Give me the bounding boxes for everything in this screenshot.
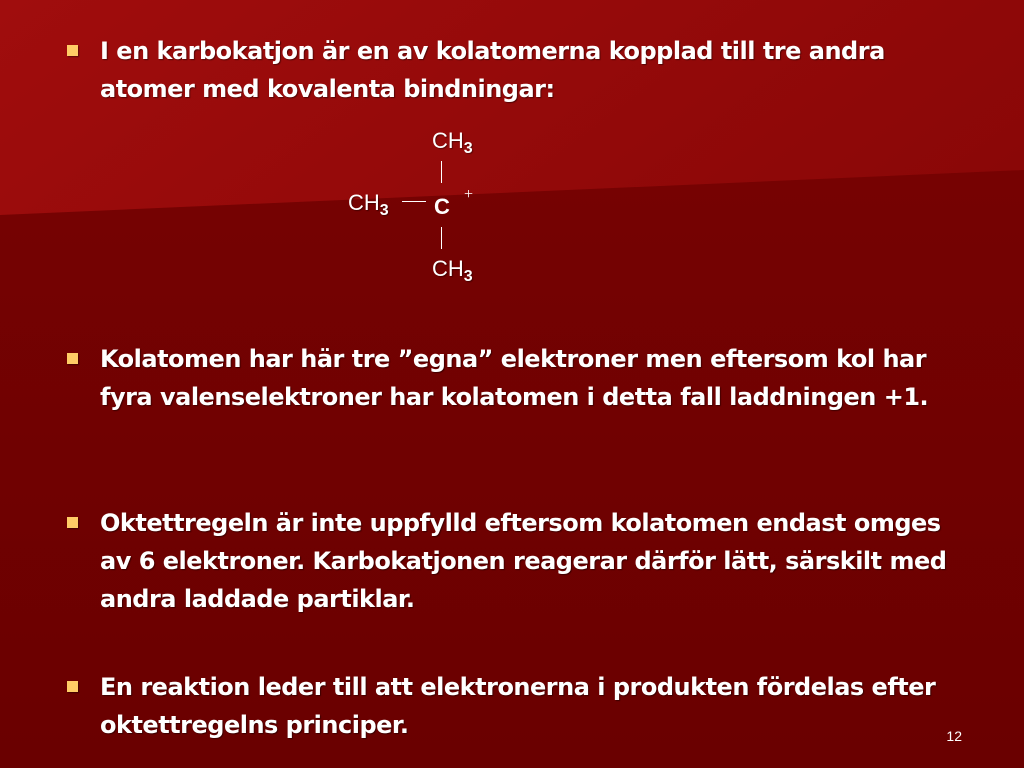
square-bullet-icon	[67, 681, 78, 692]
bullet-item	[60, 504, 960, 618]
bullet-item	[60, 32, 960, 108]
bullet-text: Kolatomen har här tre ”egna” elektroner men eftersom kol har fyra valenselektroner har kolatomen i detta fall laddningen +1.	[100, 345, 929, 411]
bullet-text: I en karbokatjon är en av kolatomerna kopplad till tre andra atomer med kovalenta bindningar:	[100, 37, 885, 103]
bottom-methyl-group: $CH_3$	[432, 256, 473, 285]
left-methyl-group: $CH_3$	[348, 190, 389, 219]
square-bullet-icon	[67, 353, 78, 364]
bullet-text: En reaktion leder till att elektronerna i produkten fördelas efter oktettregelns principer.	[100, 673, 936, 739]
bullet-item	[60, 340, 960, 416]
bullet-item	[60, 668, 960, 744]
positive-charge: +	[464, 186, 474, 203]
central-carbon: C	[434, 194, 450, 219]
top-methyl-group: $CH_3$	[432, 128, 473, 157]
square-bullet-icon	[67, 45, 78, 56]
square-bullet-icon	[67, 517, 78, 528]
slide-number: 12	[946, 728, 962, 744]
bullet-text: Oktettregeln är inte uppfylld eftersom kolatomen endast omges av 6 elektroner. Karbokatjonen reagerar därför lätt, särskilt med andra laddade partiklar.	[100, 509, 947, 613]
